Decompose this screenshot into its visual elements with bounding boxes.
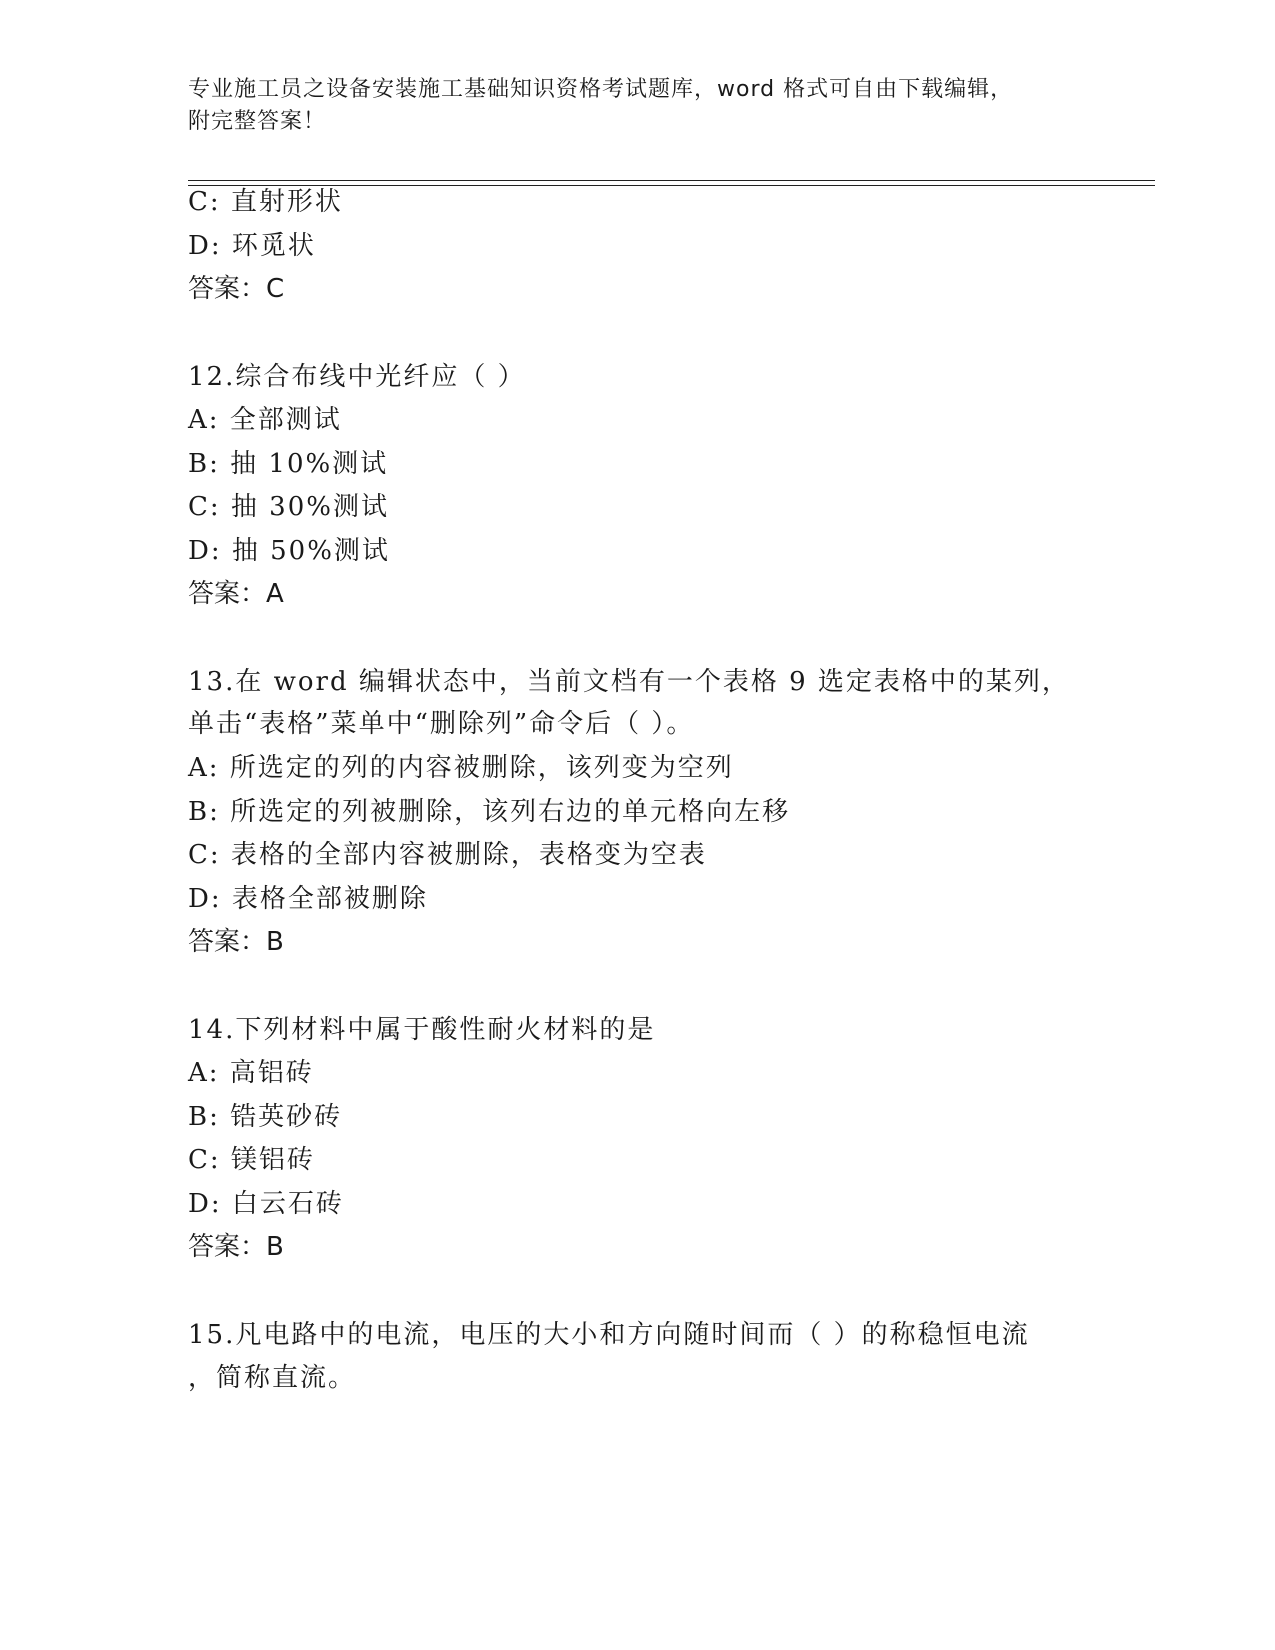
question-12: 12.综合布线中光纤应（ ）: [188, 362, 526, 392]
option-b: B: 所选定的列被删除，该列右边的单元格向左移: [188, 797, 791, 827]
header-line-2: 附完整答案！: [188, 109, 327, 134]
option-c: C: 表格的全部内容被删除，表格变为空表: [188, 840, 707, 870]
option-d: D: 环觅状: [188, 231, 316, 261]
question-15-cont: ，简称直流。: [188, 1363, 357, 1393]
answer: 答案：A: [188, 579, 284, 609]
option-c: C: 直射形状: [188, 187, 343, 217]
answer: 答案：C: [188, 274, 285, 304]
answer: 答案：B: [188, 927, 284, 957]
header-rule-top: [188, 180, 1155, 181]
header-line-1: 专业施工员之设备安装施工基础知识资格考试题库，word 格式可自由下载编辑，: [188, 77, 1014, 102]
option-c: C: 抽 30%测试: [188, 492, 389, 522]
page-header: [188, 74, 1068, 138]
option-d: D: 抽 50%测试: [188, 536, 390, 566]
option-b: B: 抽 10%测试: [188, 449, 389, 479]
question-14: 14.下列材料中属于酸性耐火材料的是: [188, 1015, 656, 1045]
option-c: C: 镁铝砖: [188, 1145, 315, 1175]
question-13: 13.在 word 编辑状态中，当前文档有一个表格 9 选定表格中的某列，: [188, 667, 1070, 697]
option-a: A: 全部测试: [188, 405, 342, 435]
option-d: D: 表格全部被删除: [188, 884, 428, 914]
question-13-cont: 单击“表格”菜单中“删除列”命令后（ ）。: [188, 709, 695, 739]
option-a: A: 所选定的列的内容被删除，该列变为空列: [188, 753, 734, 783]
option-b: B: 锆英砂砖: [188, 1102, 343, 1132]
option-d: D: 白云石砖: [188, 1189, 344, 1219]
option-a: A: 高铝砖: [188, 1058, 314, 1088]
answer: 答案：B: [188, 1232, 284, 1262]
question-15: 15.凡电路中的电流，电压的大小和方向随时间而（ ）的称稳恒电流: [188, 1320, 1030, 1350]
